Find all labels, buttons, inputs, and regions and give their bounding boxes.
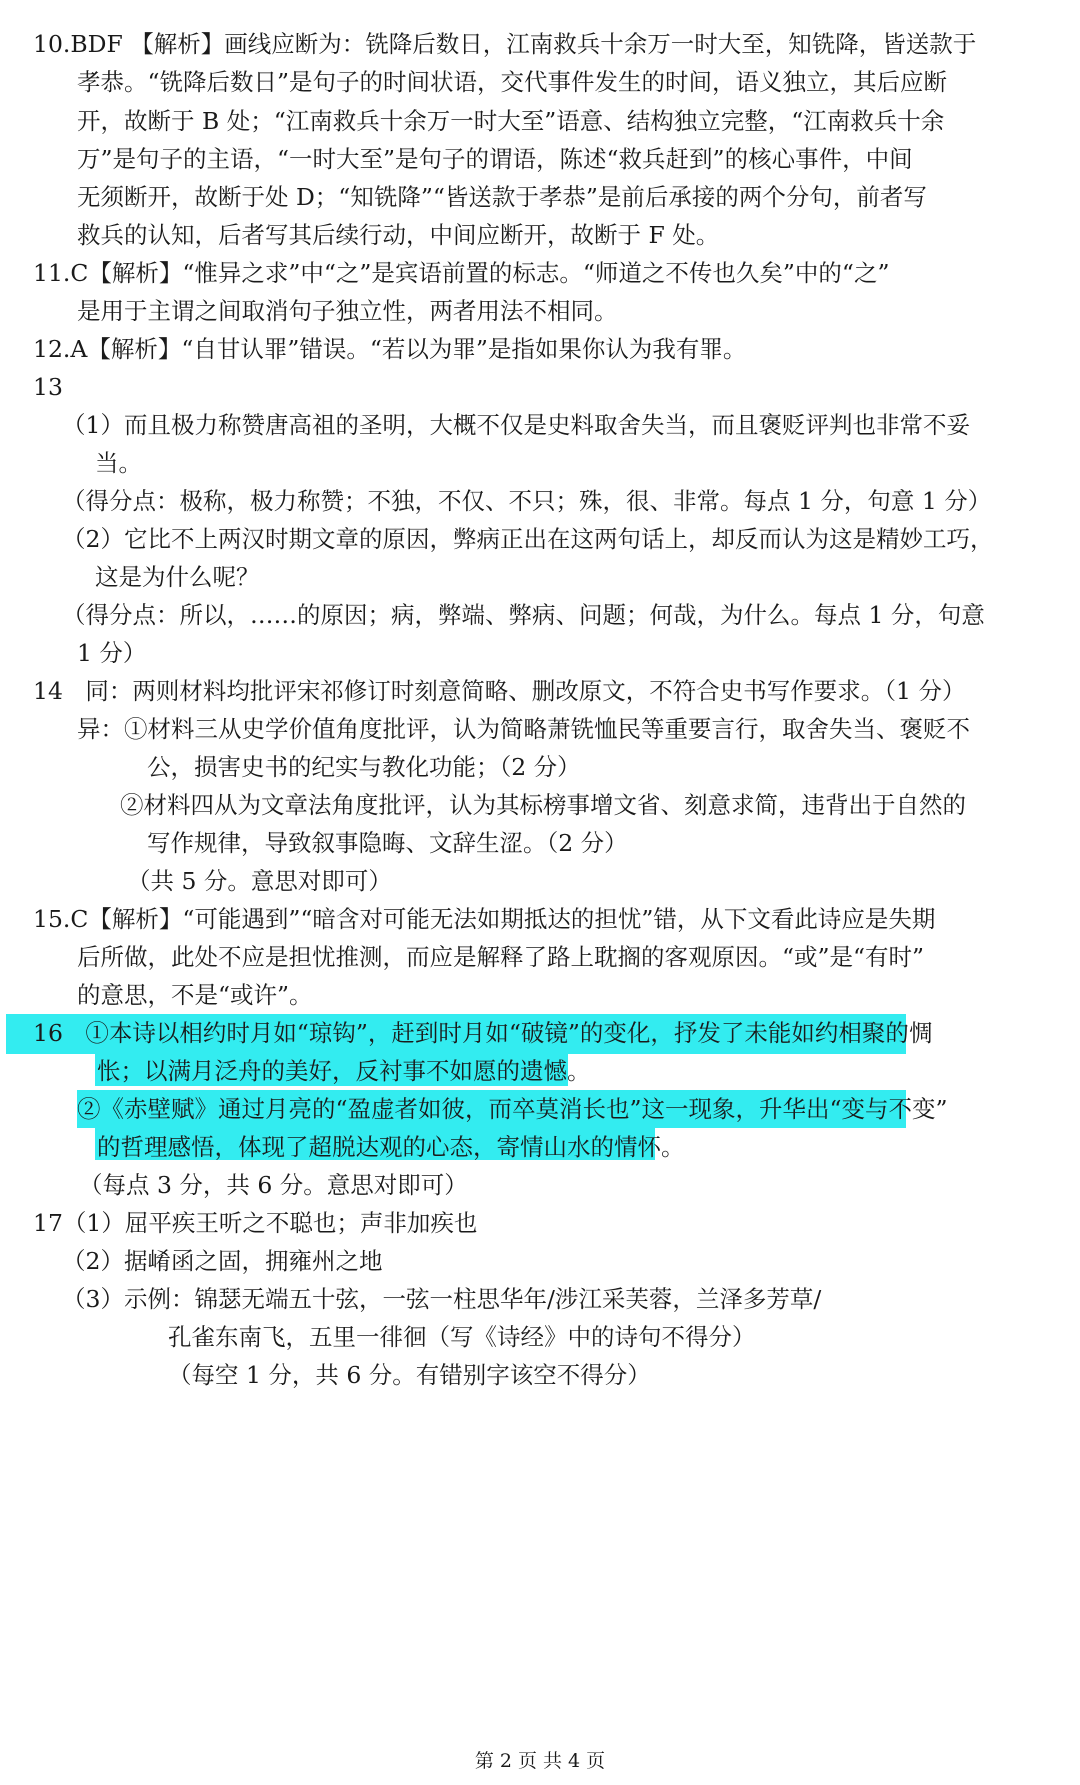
answer-13-scoring: （得分点：所以，……的原因；病，弊端、弊病、问题；何哉，为什么。每点 1 分，句意 — [62, 601, 985, 629]
answer-10-line: 10.BDF 【解析】画线应断为：铣降后数日，江南救兵十余万一时大至，知铣降，皆送款于 — [33, 30, 977, 58]
answer-13-line: （2）它比不上两汉时期文章的原因，弊病正出在这两句话上，却反而认为这是精妙工巧， — [62, 525, 994, 553]
answer-13-scoring: 1 分） — [77, 639, 147, 667]
answer-16-line: 怅；以满月泛舟的美好，反衬事不如愿的遗憾。 — [97, 1057, 591, 1085]
answer-15-line: 后所做，此处不应是担忧推测，而应是解释了路上耽搁的客观原因。“或”是“有时” — [77, 943, 925, 971]
answer-13-line: 这是为什么呢？ — [95, 563, 260, 591]
answer-13-number: 13 — [33, 373, 63, 401]
answer-17-scoring: （每空 1 分，共 6 分。有错别字该空不得分） — [168, 1361, 651, 1389]
answer-16-scoring: （每点 3 分，共 6 分。意思对即可） — [79, 1171, 468, 1199]
answer-16-line: ②《赤壁赋》通过月亮的“盈虚者如彼，而卒莫消长也”这一现象，升华出“变与不变” — [77, 1095, 948, 1123]
answer-11-line: 11.C【解析】“惟异之求”中“之”是宾语前置的标志。“师道之不传也久矣”中的“之” — [33, 259, 890, 287]
answer-15-line: 的意思，不是“或许”。 — [77, 981, 313, 1009]
answer-14-line: ②材料四从为文章法角度批评，认为其标榜事增文省、刻意求简，违背出于自然的 — [120, 791, 966, 819]
answer-15-line: 15.C【解析】“可能遇到”“暗含对可能无法如期抵达的担忧”错，从下文看此诗应是失期 — [33, 905, 936, 933]
answer-14-line: 公，损害史书的纪实与教化功能；（2 分） — [147, 753, 581, 781]
answer-12-line: 12.A【解析】“自甘认罪”错误。“若以为罪”是指如果你认为我有罪。 — [33, 335, 747, 363]
answer-14-line: 写作规律，导致叙事隐晦、文辞生涩。（2 分） — [147, 829, 628, 857]
answer-13-line: （1）而且极力称赞唐高祖的圣明，大概不仅是史料取舍失当，而且褒贬评判也非常不妥 — [62, 411, 970, 439]
answer-16-line: 的哲理感悟，体现了超脱达观的心态，寄情山水的情怀。 — [97, 1133, 685, 1161]
page-number: 第 2 页 共 4 页 — [474, 1750, 606, 1772]
answer-10-line: 孝恭。“铣降后数日”是句子的时间状语，交代事件发生的时间，语义独立，其后应断 — [77, 68, 948, 96]
answer-14-scoring: （共 5 分。意思对即可） — [127, 867, 392, 895]
answer-10-line: 万”是句子的主语，“一时大至”是句子的谓语，陈述“救兵赶到”的核心事件，中间 — [77, 145, 913, 173]
answer-10-line: 开，故断于 B 处；“江南救兵十余万一时大至”语意、结构独立完整，“江南救兵十余 — [77, 107, 945, 135]
answer-17-line: （3）示例：锦瑟无端五十弦，一弦一柱思华年/涉江采芙蓉，兰泽多芳草/ — [62, 1285, 822, 1313]
answer-17-line: （2）据崤函之固，拥雍州之地 — [62, 1247, 383, 1275]
answer-17-line: 17（1）屈平疾王听之不聪也；声非加疾也 — [33, 1209, 478, 1237]
answer-11-line: 是用于主谓之间取消句子独立性，两者用法不相同。 — [77, 297, 618, 325]
answer-10-line: 无须断开，故断于处 D；“知铣降”“皆送款于孝恭”是前后承接的两个分句，前者写 — [77, 183, 927, 211]
answer-14-line: 异：①材料三从史学价值角度批评，认为简略萧铣恤民等重要言行，取舍失当、褒贬不 — [77, 715, 970, 743]
answer-14-line: 14 同：两则材料均批评宋祁修订时刻意简略、删改原文，不符合史书写作要求。（1 分） — [33, 677, 966, 705]
answer-13-scoring: （得分点：极称，极力称赞；不独，不仅、不只；殊，很、非常。每点 1 分，句意 1 分） — [62, 487, 992, 515]
answer-10-line: 救兵的认知，后者写其后续行动，中间应断开，故断于 F 处。 — [77, 221, 720, 249]
answer-16-line: 16 ①本诗以相约时月如“琼钩”，赶到时月如“破镜”的变化，抒发了未能如约相聚的惆 — [33, 1019, 933, 1047]
answer-17-line: 孔雀东南飞，五里一徘徊（写《诗经》中的诗句不得分） — [168, 1323, 756, 1351]
answer-13-line: 当。 — [95, 449, 142, 477]
